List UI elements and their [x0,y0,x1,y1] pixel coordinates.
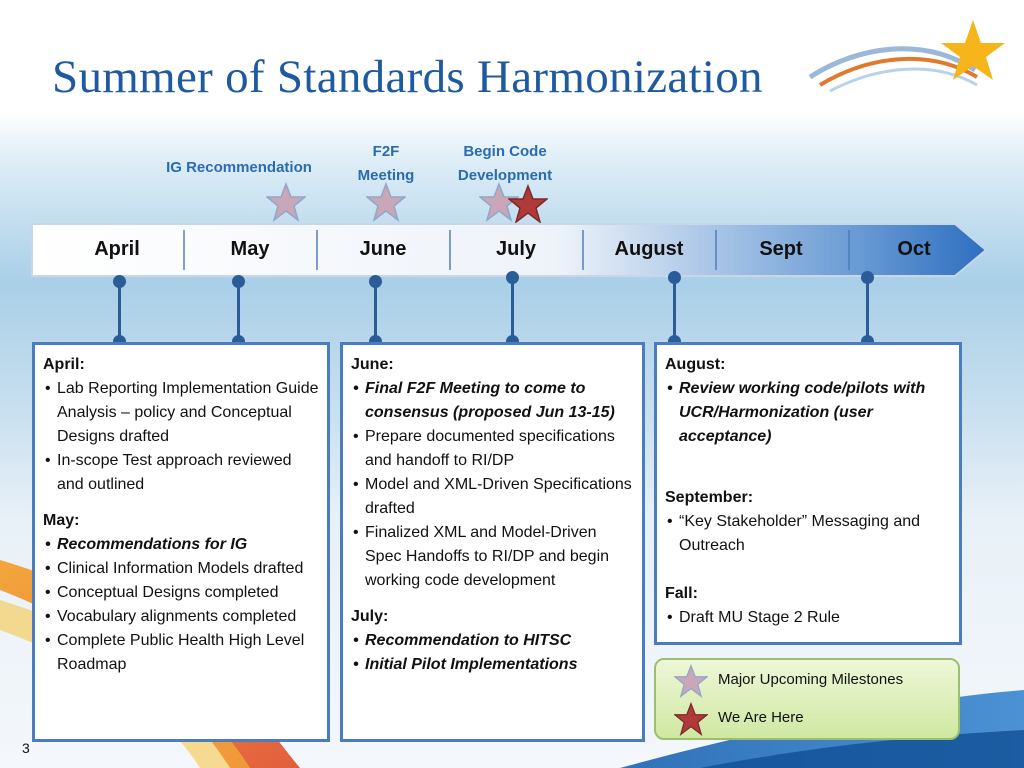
list-item: • Final F2F Meeting to come to consensus (proposed Jun 13-15) [351,377,634,425]
legend-label-here: We Are Here [718,709,804,726]
timeline-month-june: June [359,238,407,260]
list-item: • Clinical Information Models drafted [43,557,319,581]
milestone-label-begin-code: Begin Code Development [457,143,553,184]
logo-star-swoosh [805,15,1010,110]
timeline-divider [715,230,717,270]
timeline-month-july: July [495,238,537,260]
list-item: • Initial Pilot Implementations [351,653,634,677]
august-list [665,377,951,449]
july-list [351,629,634,677]
star-icon-major-milestone [366,182,406,222]
connector-dot [232,275,245,288]
timeline-divider [582,230,584,270]
timeline-month-april: April [94,238,140,260]
list-item: • Lab Reporting Implementation Guide Analysis – policy and Conceptual Designs drafted [43,377,319,449]
connector-line [866,276,869,342]
panel-header-may: May: [43,512,80,529]
list-item: • Model and XML-Driven Specifications drafted [351,473,634,521]
panel-august-fall [654,342,962,645]
list-item: • “Key Stakeholder” Messaging and Outreach [665,510,951,558]
star-icon-we-are-here [508,184,548,224]
connector-dot [668,271,681,284]
list-item: • Draft MU Stage 2 Rule [665,606,951,630]
list-item: • Finalized XML and Model-Driven Spec Handoffs to RI/DP and begin working code development [351,521,634,593]
milestone-label-ig-recommendation: IG Recommendation [166,159,312,176]
star-icon-we-are-here [674,702,708,736]
page-title: Summer of Standards Harmonization [52,51,763,103]
panel-header-april: April: [43,356,85,373]
june-list [351,377,634,593]
star-icon-major-milestone [266,182,306,222]
connector-line [511,276,514,342]
list-item: • Prepare documented specifications and handoff to RI/DP [351,425,634,473]
timeline-divider [449,230,451,270]
timeline-divider [316,230,318,270]
fall-list [665,606,951,630]
list-item: • Recommendation to HITSC [351,629,634,653]
panel-header-august: August: [665,356,726,373]
timeline-month-oct: Oct [897,238,931,260]
may-list [43,533,319,677]
panel-header-september: September: [665,489,754,506]
list-item: • Review working code/pilots with UCR/Harmonization (user acceptance) [665,377,951,449]
timeline-divider [183,230,185,270]
legend-label-major: Major Upcoming Milestones [718,671,904,688]
timeline-month-may: May [230,238,270,260]
page-number: 3 [22,740,30,756]
april-list [43,377,319,497]
connector-dot [369,275,382,288]
list-item: • In-scope Test approach reviewed and outlined [43,449,319,497]
legend-box [654,658,960,740]
connector-dot [113,275,126,288]
connector-line [237,280,240,342]
panel-june-july [340,342,645,742]
list-item: • Recommendations for IG [43,533,319,557]
timeline-month-sept: Sept [759,238,803,260]
connector-dot [861,271,874,284]
timeline-divider [848,230,850,270]
connector-dot [506,271,519,284]
panel-header-june: June: [351,356,394,373]
list-item: • Complete Public Health High Level Roadmap [43,629,319,677]
panel-header-july: July: [351,608,389,625]
connector-line [118,280,121,342]
star-icon-major-milestone [674,664,708,698]
panel-april-may [32,342,330,742]
september-list [665,510,951,558]
milestone-label-f2f-meeting: F2F Meeting [357,143,415,184]
connector-line [374,280,377,342]
panel-header-fall: Fall: [665,585,698,602]
list-item: • Vocabulary alignments completed [43,605,319,629]
list-item: • Conceptual Designs completed [43,581,319,605]
connector-line [673,276,676,342]
timeline-month-august: August [614,238,684,260]
